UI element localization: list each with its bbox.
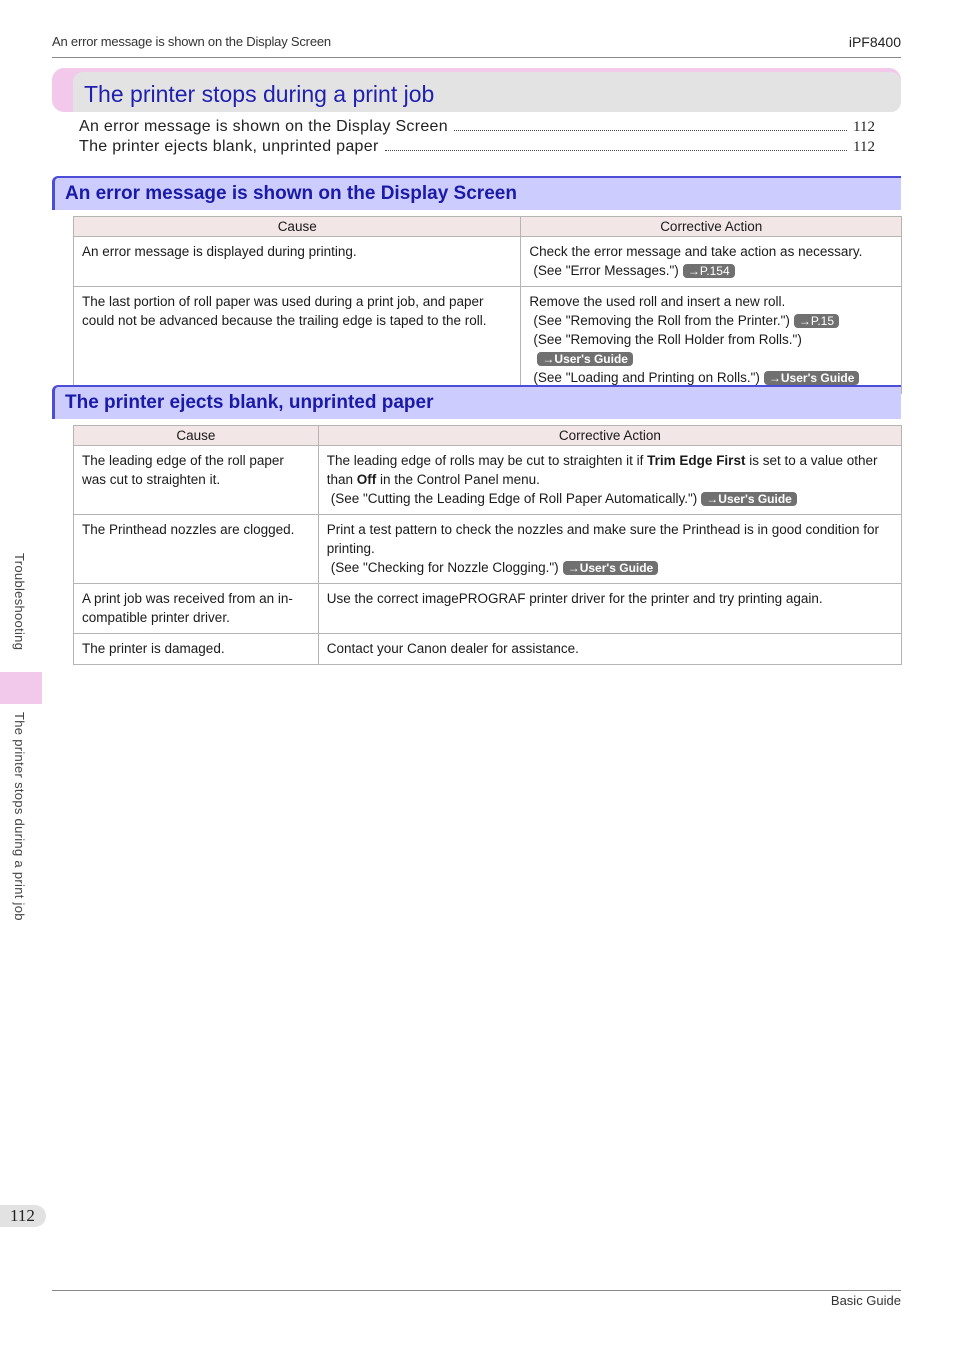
reference-line: (See "Error Messages.") →P.154 — [529, 261, 893, 280]
cause-cell: An error message is displayed during printing. — [74, 237, 521, 287]
page-link-badge[interactable]: →P.154 — [683, 264, 735, 278]
footer-divider — [52, 1290, 901, 1291]
menu-item-name: Trim Edge First — [647, 453, 746, 468]
column-header-cause: Cause — [74, 217, 521, 237]
section-heading-error-message: An error message is shown on the Display Screen — [65, 183, 517, 204]
error-message-table — [73, 216, 902, 394]
reference-line: (See "Removing the Roll Holder from Rolls.")→User's Guide — [533, 332, 802, 366]
cause-cell: The Printhead nozzles are clogged. — [74, 515, 319, 584]
cause-cell: A print job was received from an in-compatible printer driver. — [74, 584, 319, 634]
action-cell: Use the correct imagePROGRAF printer driver for the printer and try printing again. — [318, 584, 901, 634]
toc-entry-text: The printer ejects blank, unprinted paper — [79, 138, 379, 155]
running-header-model: iPF8400 — [848, 34, 901, 50]
reference-line: (See "Removing the Roll from the Printer.") →P.15 — [529, 311, 893, 330]
cause-cell: The leading edge of the roll paper was cut to straighten it. — [74, 446, 319, 515]
page-number: 112 — [10, 1206, 35, 1225]
users-guide-link-badge[interactable]: →User's Guide — [701, 492, 797, 506]
sidebar-current-marker — [0, 672, 42, 704]
table-row — [74, 584, 902, 634]
running-header-section: An error message is shown on the Display Screen — [52, 34, 331, 49]
toc-entry[interactable] — [79, 118, 875, 138]
action-cell: Print a test pattern to check the nozzles and make sure the Printhead is in good condition for printing. (See "Checking for Nozzle Clogging.") →User's Guide — [318, 515, 901, 584]
action-cell: Contact your Canon dealer for assistance. — [318, 634, 901, 665]
section-heading-blank-paper: The printer ejects blank, unprinted paper — [65, 392, 434, 413]
table-row — [74, 515, 902, 584]
users-guide-link-badge[interactable]: →User's Guide — [537, 352, 633, 366]
sidebar-chapter-label[interactable]: Troubleshooting — [12, 553, 27, 651]
column-header-corrective-action: Corrective Action — [318, 426, 901, 446]
users-guide-link-badge[interactable]: →User's Guide — [764, 371, 860, 385]
toc-entry[interactable] — [79, 138, 875, 158]
cause-cell: The printer is damaged. — [74, 634, 319, 665]
users-guide-link-badge[interactable]: →User's Guide — [563, 561, 659, 575]
table-row — [74, 237, 902, 287]
table-row — [74, 287, 902, 394]
reference-line: (See "Checking for Nozzle Clogging.") →User's Guide — [327, 558, 893, 577]
blank-paper-table — [73, 425, 902, 665]
table-row — [74, 634, 902, 665]
sidebar-topic-label[interactable]: The printer stops during a print job — [12, 712, 27, 921]
toc-entry-page: 112 — [853, 139, 875, 155]
page-link-badge[interactable]: →P.15 — [794, 314, 839, 328]
setting-value: Off — [356, 472, 377, 487]
column-header-corrective-action: Corrective Action — [521, 217, 902, 237]
cause-cell: The last portion of roll paper was used during a print job, and paper could not be advanced because the trailing edge is taped to the roll. — [74, 287, 521, 394]
toc-entry-page: 112 — [853, 119, 875, 135]
toc-leader — [385, 138, 847, 151]
action-cell: Check the error message and take action as necessary. (See "Error Messages.") →P.154 — [521, 237, 902, 287]
action-cell: Remove the used roll and insert a new roll. (See "Removing the Roll from the Printer.") →P.15 (See "Removing the Roll Holder from Rolls.")→User's Guide (See "Loading and Printing on Rolls.") →User's Guide — [521, 287, 902, 394]
header-divider — [52, 57, 901, 58]
reference-line: (See "Cutting the Leading Edge of Roll Paper Automatically.") →User's Guide — [327, 489, 893, 508]
action-cell: The leading edge of rolls may be cut to straighten it if Trim Edge First is set to a value other than Off in the Control Panel menu. (See "Cutting the Leading Edge of Roll Paper Automatically.") →User's Guide — [318, 446, 901, 515]
column-header-cause: Cause — [74, 426, 319, 446]
reference-line: (See "Loading and Printing on Rolls.") →User's Guide — [529, 368, 893, 387]
toc-leader — [454, 118, 847, 131]
footer-guide-name: Basic Guide — [830, 1293, 901, 1308]
table-row — [74, 446, 902, 515]
page-title: The printer stops during a print job — [84, 81, 435, 107]
toc-entry-text: An error message is shown on the Display Screen — [79, 118, 448, 135]
